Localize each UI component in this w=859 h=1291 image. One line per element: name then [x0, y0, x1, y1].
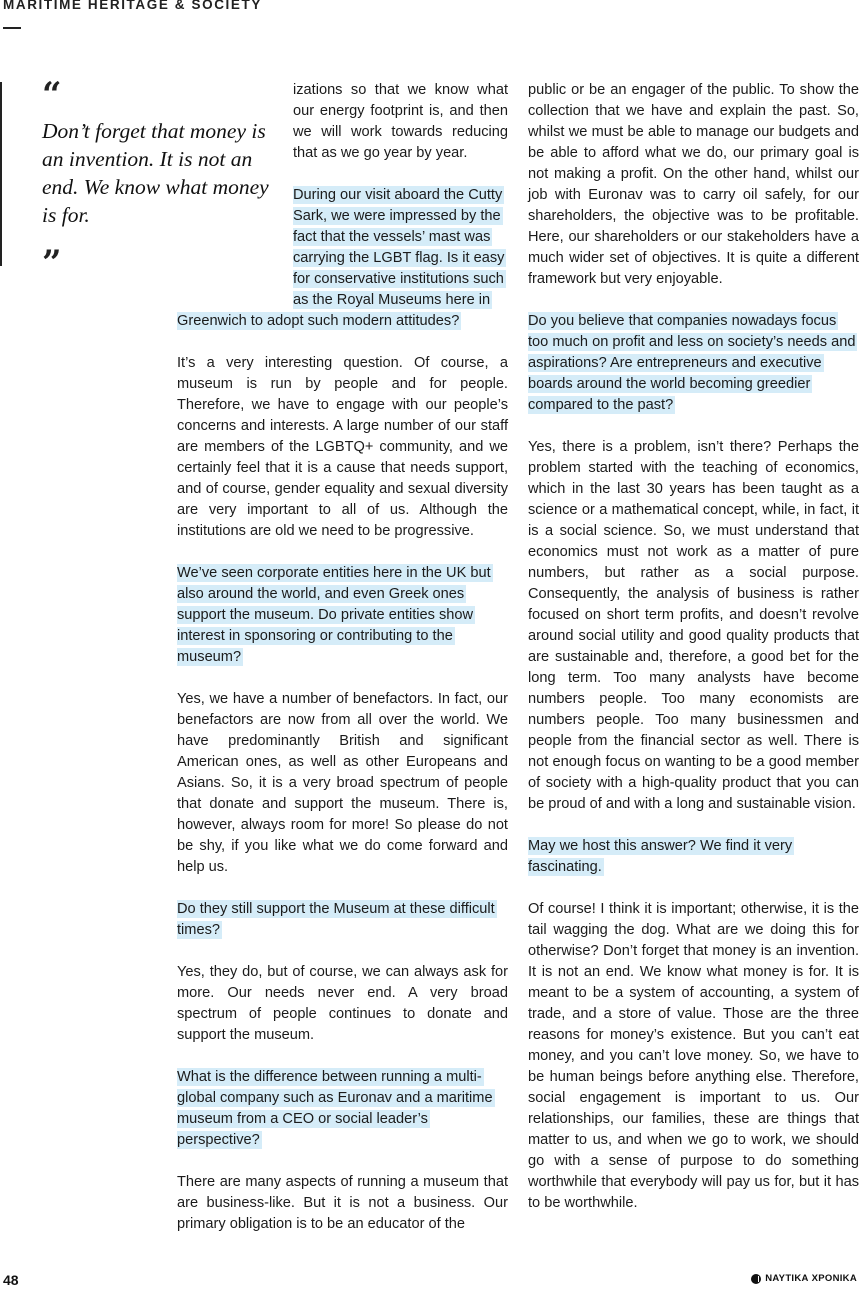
question-paragraph: What is the difference between running a multi-global company such as Euronav and a maritime museum from a CEO or social leader’s perspective? [177, 1069, 493, 1148]
answer-paragraph: public or be an engager of the public. To show the collection that we have and explain the past. So, whilst we must be able to manage our budgets and be able to afford what we do, our primary goal is not making a profit. On the other hand, whilst our job with Euronav was to carry oil safely, for our shareholders, the objective was to be profitable. Here, our shareholders or our stakeholders have a much wider set of objectives. It is quite a different framework but very enjoyable. [528, 82, 859, 287]
brand-logo-icon [751, 1274, 761, 1284]
page-number: 48 [3, 1272, 19, 1288]
question-paragraph: Do they still support the Museum at these difficult times? [177, 901, 495, 938]
close-quote-mark: ” [42, 243, 62, 283]
open-quote-mark: “ [42, 75, 62, 115]
intro-column [293, 80, 508, 164]
section-dash [3, 27, 21, 29]
question-paragraph: We’ve seen corporate entities here in the UK but also around the world, and even Greek ones support the museum. Do private entities show interest in sponsoring or contributing to the museum? [177, 565, 491, 665]
brand-footer [751, 1273, 857, 1284]
middle-column [177, 185, 508, 1235]
answer-paragraph: It’s a very interesting question. Of course, a museum is run by people and for people. Therefore, we have to engage with our people’s concerns and interests. A large number of our staff are members of the LGBTQ+ community, and we certainly feel that it is a cause that needs support, and of course, gender equality and sexual diversity are very important to all of us. Although the institutions are old we need to be progressive. [177, 355, 508, 539]
answer-paragraph: Yes, we have a number of benefactors. In fact, our benefactors are now from all over the world. We have predominantly British and significant American ones, as well as other Europeans and Asians. So, it is a very broad spectrum of people that donate and support the museum. There is, however, always room for more! So please do not be shy, if you like what we do come forward and help us. [177, 691, 508, 875]
question-paragraph: May we host this answer? We find it very fascinating. [528, 838, 793, 875]
answer-paragraph: Yes, they do, but of course, we can always ask for more. Our needs never end. A very broad spectrum of people continues to donate and support the museum. [177, 964, 508, 1043]
pull-quote-rule [0, 82, 2, 266]
brand-name: ΝΑΥΤΙΚΑ ΧΡΟΝΙΚΑ [765, 1273, 857, 1284]
quote-float-space [177, 185, 293, 311]
pull-quote: Don’t forget that money is an invention. It is not an end. We know what money is for. [42, 119, 269, 227]
intro-paragraph: izations so that we know what our energy footprint is, and then we will work towards reducing that as we go year by year. [293, 82, 508, 161]
question-paragraph: During our visit aboard the Cutty Sark, we were impressed by the fact that the vessels’ mast was carrying the LGBT flag. Is it easy for conservative institutions such as the Royal Museums here in Greenwich to adopt such modern attitudes? [177, 187, 505, 329]
section-label: MARITIME HERITAGE & SOCIETY [3, 0, 262, 12]
answer-paragraph: Of course! I think it is important; otherwise, it is the tail wagging the dog. What are we doing this for otherwise? Don’t forget that money is an invention. It is not an end. We know what money is for. It is meant to be a system of accounting, a system of trade, and a store of value. Those are the three reasons for money’s existence. But you can’t eat money, and you can’t love money. So, we have to be human beings before anything else. Therefore, social engagement is important to us. Our relationships, our families, these are things that matter to us, and when we go to work, we should go with a sense of purpose to do something worthwhile that everybody will pay us for, but it has to be worthwhile. [528, 901, 859, 1211]
question-paragraph: Do you believe that companies nowadays focus too much on profit and less on society’s needs and aspirations? Are entrepreneurs and executive boards around the world becoming greedier compared to the past? [528, 313, 856, 413]
answer-paragraph: There are many aspects of running a museum that are business-like. But it is not a business. Our primary obligation is to be an educator of the [177, 1174, 508, 1232]
right-column [528, 80, 859, 1214]
answer-paragraph: Yes, there is a problem, isn’t there? Perhaps the problem started with the teaching of economics, which in the last 30 years has been taught as a science or a mathematical concept, while, in fact, it is a social science. So, we must understand that economics must not work as a matter of pure numbers, but rather as a social purpose. Consequently, the analysis of business is rather focused on short term profits, and doesn’t revolve around social utility and good quality products that are sustainable and, therefore, a good bet for the long term. Too many analysts have become numbers people. Too many economists are numbers people. Too many businessmen and people from the financial sector as well. There is not enough focus on wanting to be a good member of society with a high-quality product that you can be proud of and with a long and sustainable vision. [528, 439, 859, 812]
